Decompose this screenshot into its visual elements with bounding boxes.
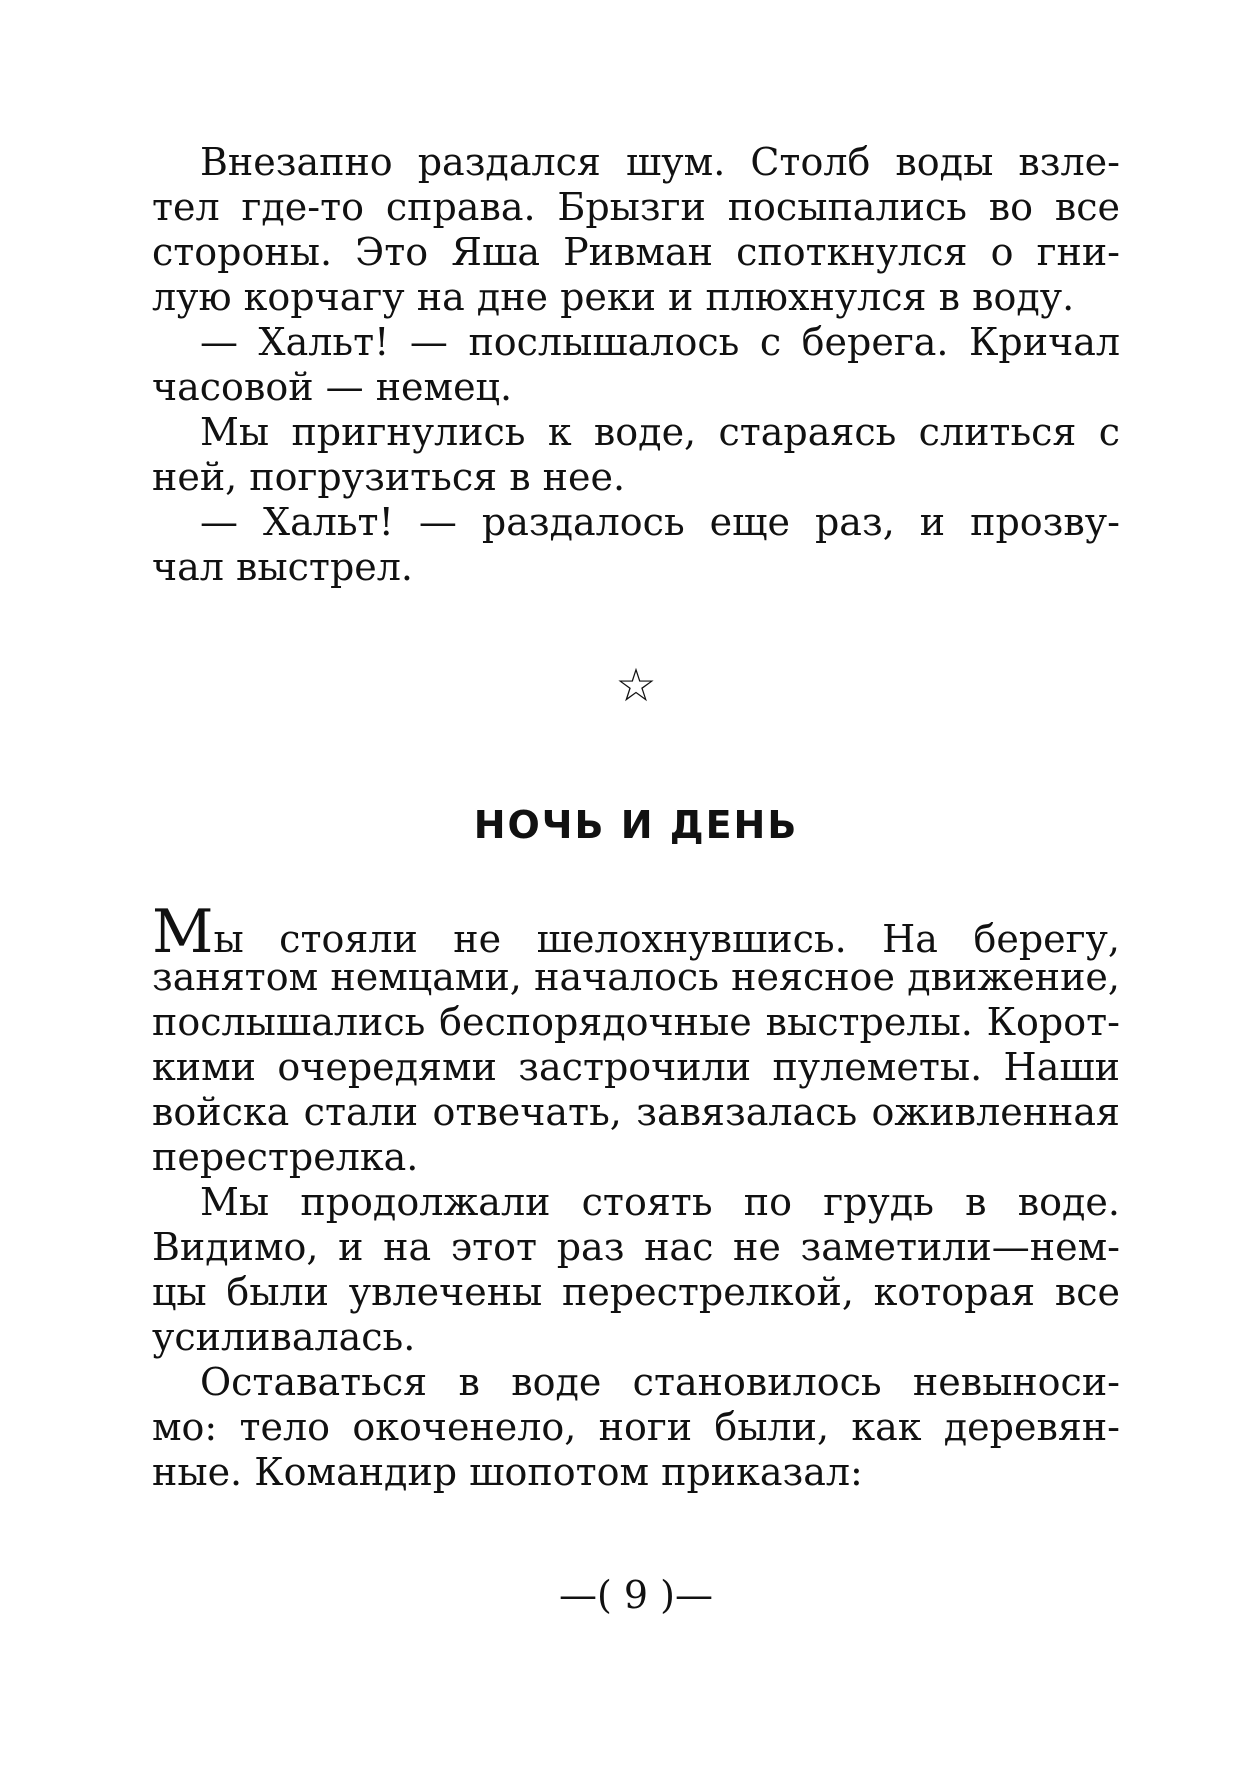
text-line: лую корчагу на дне реки и плюхнулся в воду. <box>152 275 1075 319</box>
text-line: чал выстрел. <box>152 545 413 589</box>
text-line: — Хальт! — послышалось с берега. Кричал <box>200 320 1120 364</box>
paragraph <box>152 500 1120 590</box>
text-line: часовой — немец. <box>152 365 513 409</box>
paragraph <box>152 1180 1120 1360</box>
text-line: — Хальт! — раздалось еще раз, и прозву- <box>200 500 1120 544</box>
text-line: Видимо, и на этот раз нас не заметили—нем- <box>152 1225 1120 1269</box>
paragraph <box>152 1360 1120 1495</box>
star-icon: ☆ <box>615 658 657 712</box>
text-line: занятом немцами, началось неясное движение, <box>152 955 1120 999</box>
text-fragment: ы стояли не шелохнувшись. На берегу, <box>213 917 1120 961</box>
text-line: войска стали отвечать, завязалась оживленная <box>152 1090 1120 1134</box>
paragraph <box>152 897 1120 1180</box>
text-line: цы были увлечены перестрелкой, которая все <box>152 1270 1120 1314</box>
text-line: перестрелка. <box>152 1135 419 1179</box>
text-line: Мы пригнулись к воде, стараясь слиться с <box>200 410 1120 454</box>
text-line: кими очередями застрочили пулеметы. Наши <box>152 1045 1120 1089</box>
text-line: тел где-то справа. Брызги посыпались во все <box>152 185 1120 229</box>
text-line: ные. Командир шопотом приказал: <box>152 1450 863 1494</box>
paragraph <box>152 410 1120 500</box>
text-line: мо: тело окоченело, ноги были, как деревян- <box>152 1405 1120 1449</box>
text-line: послышались беспорядочные выстрелы. Корот- <box>152 1000 1120 1044</box>
text-line: ней, погрузиться в нее. <box>152 455 626 499</box>
book-page <box>152 140 1120 1617</box>
text-line: Внезапно раздался шум. Столб воды взле- <box>200 140 1120 184</box>
text-line: Оставаться в воде становилось невыноси- <box>200 1360 1120 1404</box>
drop-cap: М <box>152 897 214 967</box>
text-line: стороны. Это Яша Ривман споткнулся о гни- <box>152 230 1120 274</box>
text-line <box>152 897 1120 967</box>
section-2-text <box>152 897 1120 1495</box>
text-line: Мы продолжали стоять по грудь в воде. <box>200 1180 1120 1224</box>
paragraph <box>152 320 1120 410</box>
paragraph <box>152 140 1120 320</box>
text-line: усиливалась. <box>152 1315 416 1359</box>
chapter-title: НОЧЬ И ДЕНЬ <box>473 803 799 847</box>
section-1-text <box>152 140 1120 590</box>
page-number: —( 9 )— <box>559 1573 713 1617</box>
